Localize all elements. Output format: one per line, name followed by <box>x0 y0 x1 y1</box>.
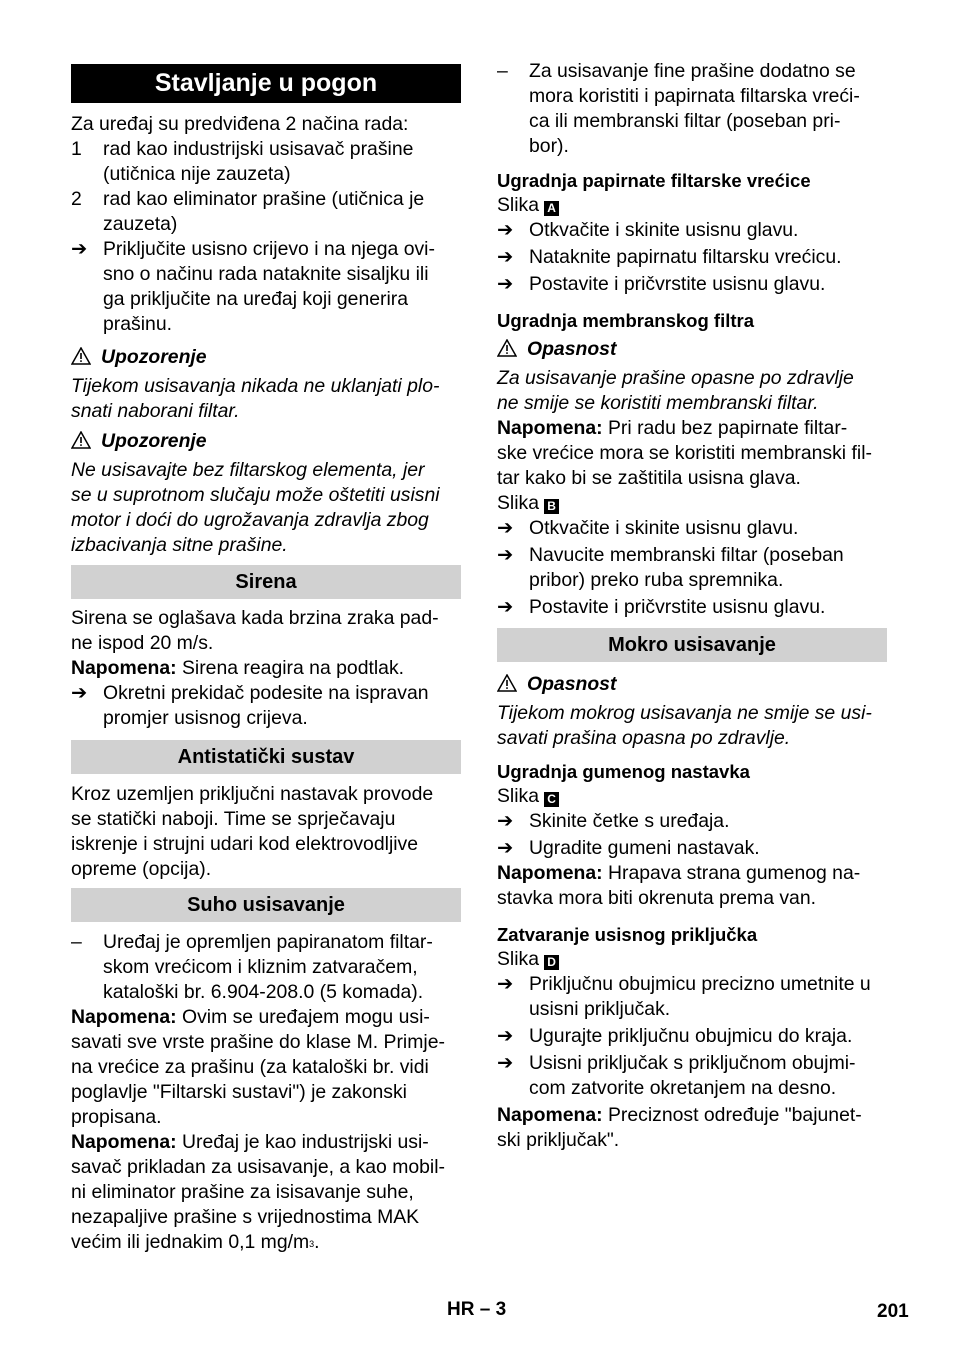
rubber-nozzle-block: Ugradnja gumenog nastavka Slika C ➔ Skinite četke s uređaja. ➔ Ugradite gumeni nastavak. Napomena: Hrapava strana gumenog na- stavka mora biti okrenuta prema van. <box>497 759 887 911</box>
subsection-title-mokro: Mokro usisavanje <box>497 628 887 662</box>
instruction-step: ➔ Priključnu obujmicu precizno umetnite u usisni priključak. <box>497 973 871 1020</box>
warning-block-2: Upozorenje Ne usisavajte bez filtarskog elementa, jer se u suprotnom slučaju može oštetiti usisni motor i doći do ugrožavanja zdravlja zbog izbacivanja sitne prašine. <box>71 429 461 558</box>
instruction-step: ➔ Navucite membranski filtar (poseban pribor) preko ruba spremnika. <box>497 544 844 591</box>
instruction-step: ➔ Usisni priključak s priključnom obujmi- com zatvorite okretanjem na desno. <box>497 1052 856 1099</box>
subsection-title-antistatic: Antistatički sustav <box>71 740 461 774</box>
subheading: Ugradnja membranskog filtra <box>497 310 755 331</box>
footer-section-label: HR – 3 <box>447 1299 507 1320</box>
figure-d-icon: D <box>544 955 559 970</box>
note: Napomena: Preciznost određuje "bajunet- <box>497 1104 862 1126</box>
warning-triangle-icon <box>71 347 91 365</box>
arrow-right-icon: ➔ <box>497 837 514 859</box>
instruction-step: ➔ Otkvačite i skinite usisnu glavu. <box>497 517 799 539</box>
membrane-filter-block: Ugradnja membranskog filtra Opasnost Za usisavanje prašine opasne po zdravlje ne smije se koristiti membranski filtar. Napomena: Pri radu bez papirnate filtar- ske vrećice mora se koristiti membranski fil- tar kako bi se zaštitila usisna glava. Slika B ➔ Otkvačite i skinite usisnu glavu. ➔ Navucite membranski filtar (poseban pribor) preko ruba spremnika. ➔ Postavite i pričvrstite usisnu glavu. <box>497 308 887 620</box>
modes-intro: Za uređaj su predviđena 2 načina rada: <box>71 113 409 135</box>
warning-triangle-icon <box>71 431 91 449</box>
figure-ref: Slika A <box>497 193 887 218</box>
arrow-right-icon: ➔ <box>497 517 514 539</box>
arrow-right-icon: ➔ <box>497 973 514 995</box>
arrow-right-icon: ➔ <box>497 273 514 295</box>
arrow-right-icon: ➔ <box>497 810 514 832</box>
instruction-step: ➔ Okretni prekidač podesite na ispravan promjer usisnog crijeva. <box>71 682 429 729</box>
arrow-right-icon: ➔ <box>497 1052 514 1074</box>
instruction-step: ➔ Otkvačite i skinite usisnu glavu. <box>497 219 799 241</box>
figure-c-icon: C <box>544 792 559 807</box>
warning-heading: Upozorenje <box>71 429 461 454</box>
fine-dust-block <box>497 59 887 159</box>
arrow-right-icon: ➔ <box>71 238 88 260</box>
subsection-title-suho: Suho usisavanje <box>71 888 461 922</box>
mokro-block: Opasnost Tijekom mokrog usisavanja ne smije se usi- savati prašina opasna po zdravlje. <box>497 672 887 751</box>
dash-item: – Za usisavanje fine prašine dodatno se mora koristiti i papirnata filtarska vreći- ca ili membranski filtar (poseban pri- bor). <box>497 60 860 157</box>
figure-ref: Slika D <box>497 947 887 972</box>
instruction-step: ➔ Priključite usisno crijevo i na njega ovi- sno o načinu rada nataknite sisaljku ili ga priključite na uređaj koji generira prašinu. <box>71 238 435 335</box>
danger-heading: Opasnost <box>497 672 887 697</box>
mode-item-2: 2 rad kao eliminator prašine (utičnica je zauzeta) <box>71 188 425 235</box>
note: Napomena: Pri radu bez papirnate filtar- <box>497 417 848 439</box>
subsection-title-sirena: Sirena <box>71 565 461 599</box>
arrow-right-icon: ➔ <box>497 544 514 566</box>
arrow-right-icon: ➔ <box>497 1025 514 1047</box>
instruction-step: ➔ Skinite četke s uređaja. <box>497 810 730 832</box>
danger-heading: Opasnost <box>497 337 887 362</box>
figure-ref: Slika B <box>497 491 887 516</box>
close-connector-block: Zatvaranje usisnog priključka Slika D ➔ Priključnu obujmicu precizno umetnite u usisni priključak. ➔ Ugurajte priključnu obujmicu do kraja. ➔ Usisni priključak s priključnom obujmi- com zatvorite okretanjem na desno. Napomena: Preciznost određuje "bajunet- ski priključak". <box>497 922 887 1153</box>
figure-b-icon: B <box>544 499 559 514</box>
warning-triangle-icon <box>497 674 517 692</box>
instruction-step: ➔ Nataknite papirnatu filtarsku vrećicu. <box>497 246 842 268</box>
instruction-step: ➔ Postavite i pričvrstite usisnu glavu. <box>497 273 826 295</box>
subheading: Ugradnja papirnate filtarske vrećice <box>497 170 811 191</box>
instruction-step: ➔ Ugradite gumeni nastavak. <box>497 837 760 859</box>
note: Napomena: Uređaj je kao industrijski usi- <box>71 1131 429 1153</box>
dash-item: – Uređaj je opremljen papiranatom filtar- skom vrećicom i kliznim zatvaračem, kataloški br. 6.904-208.0 (5 komada). <box>71 931 433 1003</box>
arrow-right-icon: ➔ <box>497 596 514 618</box>
subheading: Zatvaranje usisnog priključka <box>497 924 758 945</box>
arrow-right-icon: ➔ <box>71 682 88 704</box>
note: Napomena: Ovim se uređajem mogu usi- <box>71 1006 430 1028</box>
warning-block-1: Upozorenje Tijekom usisavanja nikada ne uklanjati plo- snati naborani filtar. <box>71 345 461 424</box>
warning-triangle-icon <box>497 339 517 357</box>
note: Napomena: Hrapava strana gumenog na- <box>497 862 861 884</box>
arrow-right-icon: ➔ <box>497 246 514 268</box>
antistatic-block: Kroz uzemljen priključni nastavak provode se statički naboji. Time se sprječavaju iskrenje i strujni udari kod elektrovodljive opreme (opcija). <box>71 783 434 880</box>
subheading: Ugradnja gumenog nastavka <box>497 761 750 782</box>
instruction-step: ➔ Ugurajte priključnu obujmicu do kraja. <box>497 1025 853 1047</box>
instruction-step: ➔ Postavite i pričvrstite usisnu glavu. <box>497 596 826 618</box>
arrow-right-icon: ➔ <box>497 219 514 241</box>
figure-a-icon: A <box>544 201 559 216</box>
warning-heading: Upozorenje <box>71 345 461 370</box>
sirena-block: Sirena se oglašava kada brzina zraka pad- ne ispod 20 m/s. Napomena: Sirena reagira na podtlak. ➔ Okretni prekidač podesite na ispravan promjer usisnog crijeva. <box>71 606 461 731</box>
note: Napomena: Sirena reagira na podtlak. <box>71 657 405 679</box>
page-number: 201 <box>877 1301 909 1322</box>
mode-item-1: 1 rad kao industrijski usisavač prašine (utičnica nije zauzeta) <box>71 138 414 185</box>
suho-block: – Uređaj je opremljen papiranatom filtar- skom vrećicom i kliznim zatvaračem, kataloški br. 6.904-208.0 (5 komada). Napomena: Ovim se uređajem mogu usi- savati sve vrste prašine do klase M. Primje- na vrećice za prašinu (za kataloški br. vidi poglavlje "Filtarski sustavi") je zakonski propisana. Napomena: Uređaj je kao industrijski usi- savač prikladan za usisavanje, a kao mobil- ni eliminator prašine za isisavanje suhe, nezapaljive prašine s vrijednostima MAK većim ili jednakim 0,1 $mg/m^3$. <box>71 930 461 1255</box>
modes-intro-block <box>71 112 461 337</box>
figure-ref: Slika C <box>497 784 887 809</box>
section-title: Stavljanje u pogon <box>71 64 461 103</box>
paper-filter-block <box>497 168 887 297</box>
